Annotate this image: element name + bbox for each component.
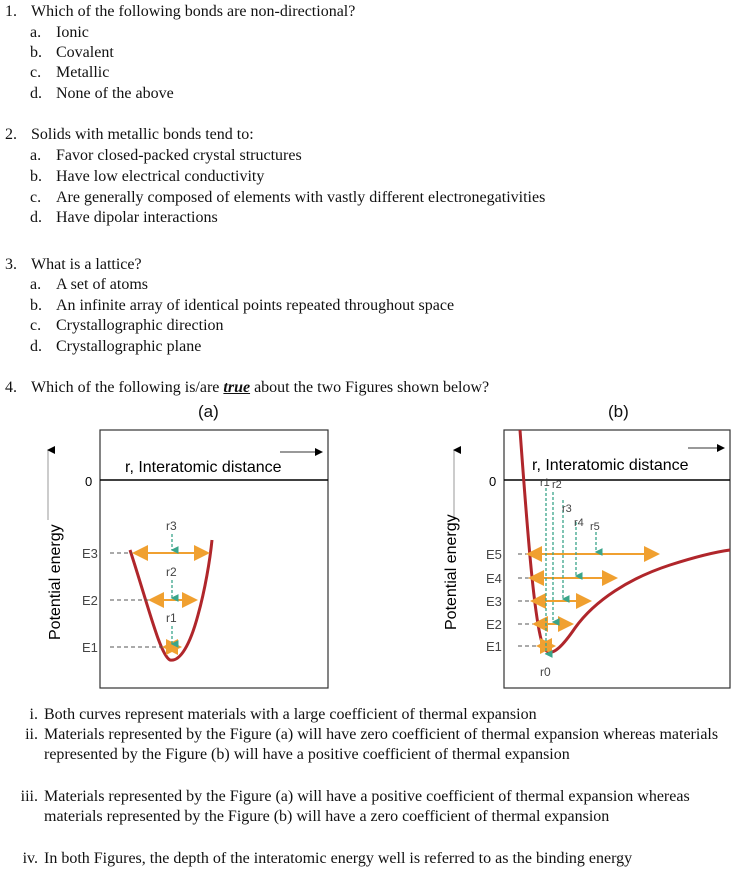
question-text-after: about the two Figures shown below? <box>250 379 490 396</box>
zero-label: 0 <box>489 474 497 489</box>
option-text: Ionic <box>56 24 89 41</box>
question-text: What is a lattice? <box>31 256 142 273</box>
option-text: Have low electrical conductivity <box>56 168 265 185</box>
r-label: r1 <box>166 611 177 625</box>
statement-number: iv. <box>22 850 38 867</box>
figure-a-graph <box>30 400 350 690</box>
option-letter: d. <box>30 85 42 102</box>
question-number: 2. <box>5 126 17 143</box>
r0-label: r0 <box>540 665 551 679</box>
statement-text: In both Figures, the depth of the interatomic energy well is referred to as the binding energy <box>44 850 633 867</box>
option-text: None of the above <box>56 85 174 102</box>
question-text: Solids with metallic bonds tend to: <box>31 126 254 143</box>
figure-b <box>420 400 738 690</box>
option-text: An infinite array of identical points repeated throughout space <box>56 297 455 314</box>
r-label: r2 <box>166 565 177 579</box>
question-emphasis: true <box>223 379 251 396</box>
r-label: r5 <box>590 521 600 533</box>
option-letter: a. <box>30 276 42 293</box>
r-label: r3 <box>562 503 572 515</box>
option-letter: d. <box>30 209 42 226</box>
r-label: r1 <box>540 477 550 489</box>
statement-i[interactable] <box>0 705 735 725</box>
option-letter: b. <box>30 297 42 314</box>
figure-b-label: (b) <box>608 402 629 421</box>
statement-iv[interactable] <box>0 849 735 869</box>
figure-a <box>30 400 350 690</box>
option-3a[interactable] <box>30 275 148 295</box>
option-2c[interactable] <box>30 188 545 208</box>
level-label: E5 <box>486 547 502 562</box>
figure-a-label: (a) <box>198 402 219 421</box>
r-label: r2 <box>552 479 562 491</box>
option-text: A set of atoms <box>56 276 148 293</box>
question-number: 4. <box>5 379 17 396</box>
option-1c[interactable] <box>30 63 109 83</box>
statement-number: iii. <box>20 788 38 805</box>
option-1a[interactable] <box>30 23 89 43</box>
question-4 <box>5 378 489 398</box>
option-text: Metallic <box>56 64 110 81</box>
option-letter: c. <box>30 64 42 81</box>
statement-number: ii. <box>25 726 38 743</box>
option-3c[interactable] <box>30 316 224 336</box>
r-label: r4 <box>574 517 584 529</box>
level-label: E2 <box>82 593 98 608</box>
option-letter: a. <box>30 24 42 41</box>
statement-text: Materials represented by the Figure (a) will have a positive coefficient of thermal expansion whereas materials represented by the Figure (b) will have a zero coefficient of thermal expansion <box>44 788 690 825</box>
question-1 <box>5 2 355 22</box>
question-number: 3. <box>5 256 17 273</box>
option-1d[interactable] <box>30 84 174 104</box>
x-axis-label: r, Interatomic distance <box>125 459 282 476</box>
y-axis-label: Potential energy <box>47 524 64 640</box>
option-letter: d. <box>30 338 42 355</box>
option-text: Have dipolar interactions <box>56 209 218 226</box>
option-2b[interactable] <box>30 167 264 187</box>
statement-text: Materials represented by the Figure (a) will have zero coefficient of thermal expansion whereas materials represented by the Figure (b) will have a positive coefficient of thermal expansion <box>44 726 719 763</box>
question-text-before: Which of the following is/are <box>31 379 224 396</box>
statement-ii[interactable] <box>0 725 735 785</box>
option-3b[interactable] <box>30 296 454 316</box>
option-letter: c. <box>30 189 42 206</box>
option-text: Crystallographic direction <box>56 317 224 334</box>
y-axis-label: Potential energy <box>443 514 460 630</box>
question-3 <box>5 255 142 275</box>
level-label: E3 <box>82 546 98 561</box>
option-text: Covalent <box>56 44 114 61</box>
x-axis-label: r, Interatomic distance <box>532 457 689 474</box>
statement-number: i. <box>29 706 38 723</box>
option-3d[interactable] <box>30 337 201 357</box>
r-label: r3 <box>166 519 177 533</box>
level-label: E3 <box>486 594 502 609</box>
question-2 <box>5 125 254 145</box>
option-letter: b. <box>30 168 42 185</box>
option-letter: c. <box>30 317 42 334</box>
question-number: 1. <box>5 3 17 20</box>
option-2d[interactable] <box>30 208 218 228</box>
option-text: Favor closed-packed crystal structures <box>56 147 302 164</box>
option-text: Are generally composed of elements with vastly different electronegativities <box>56 189 546 206</box>
option-letter: b. <box>30 44 42 61</box>
figure-b-graph <box>420 400 738 690</box>
zero-label: 0 <box>85 474 93 489</box>
question-text: Which of the following bonds are non-directional? <box>31 3 356 20</box>
statement-text: Both curves represent materials with a large coefficient of thermal expansion <box>44 706 537 723</box>
level-label: E2 <box>486 617 502 632</box>
level-label: E1 <box>486 639 502 654</box>
option-2a[interactable] <box>30 146 302 166</box>
option-letter: a. <box>30 147 42 164</box>
level-label: E4 <box>486 571 502 586</box>
statement-iii[interactable] <box>0 787 735 847</box>
option-1b[interactable] <box>30 43 114 63</box>
level-label: E1 <box>82 640 98 655</box>
option-text: Crystallographic plane <box>56 338 202 355</box>
